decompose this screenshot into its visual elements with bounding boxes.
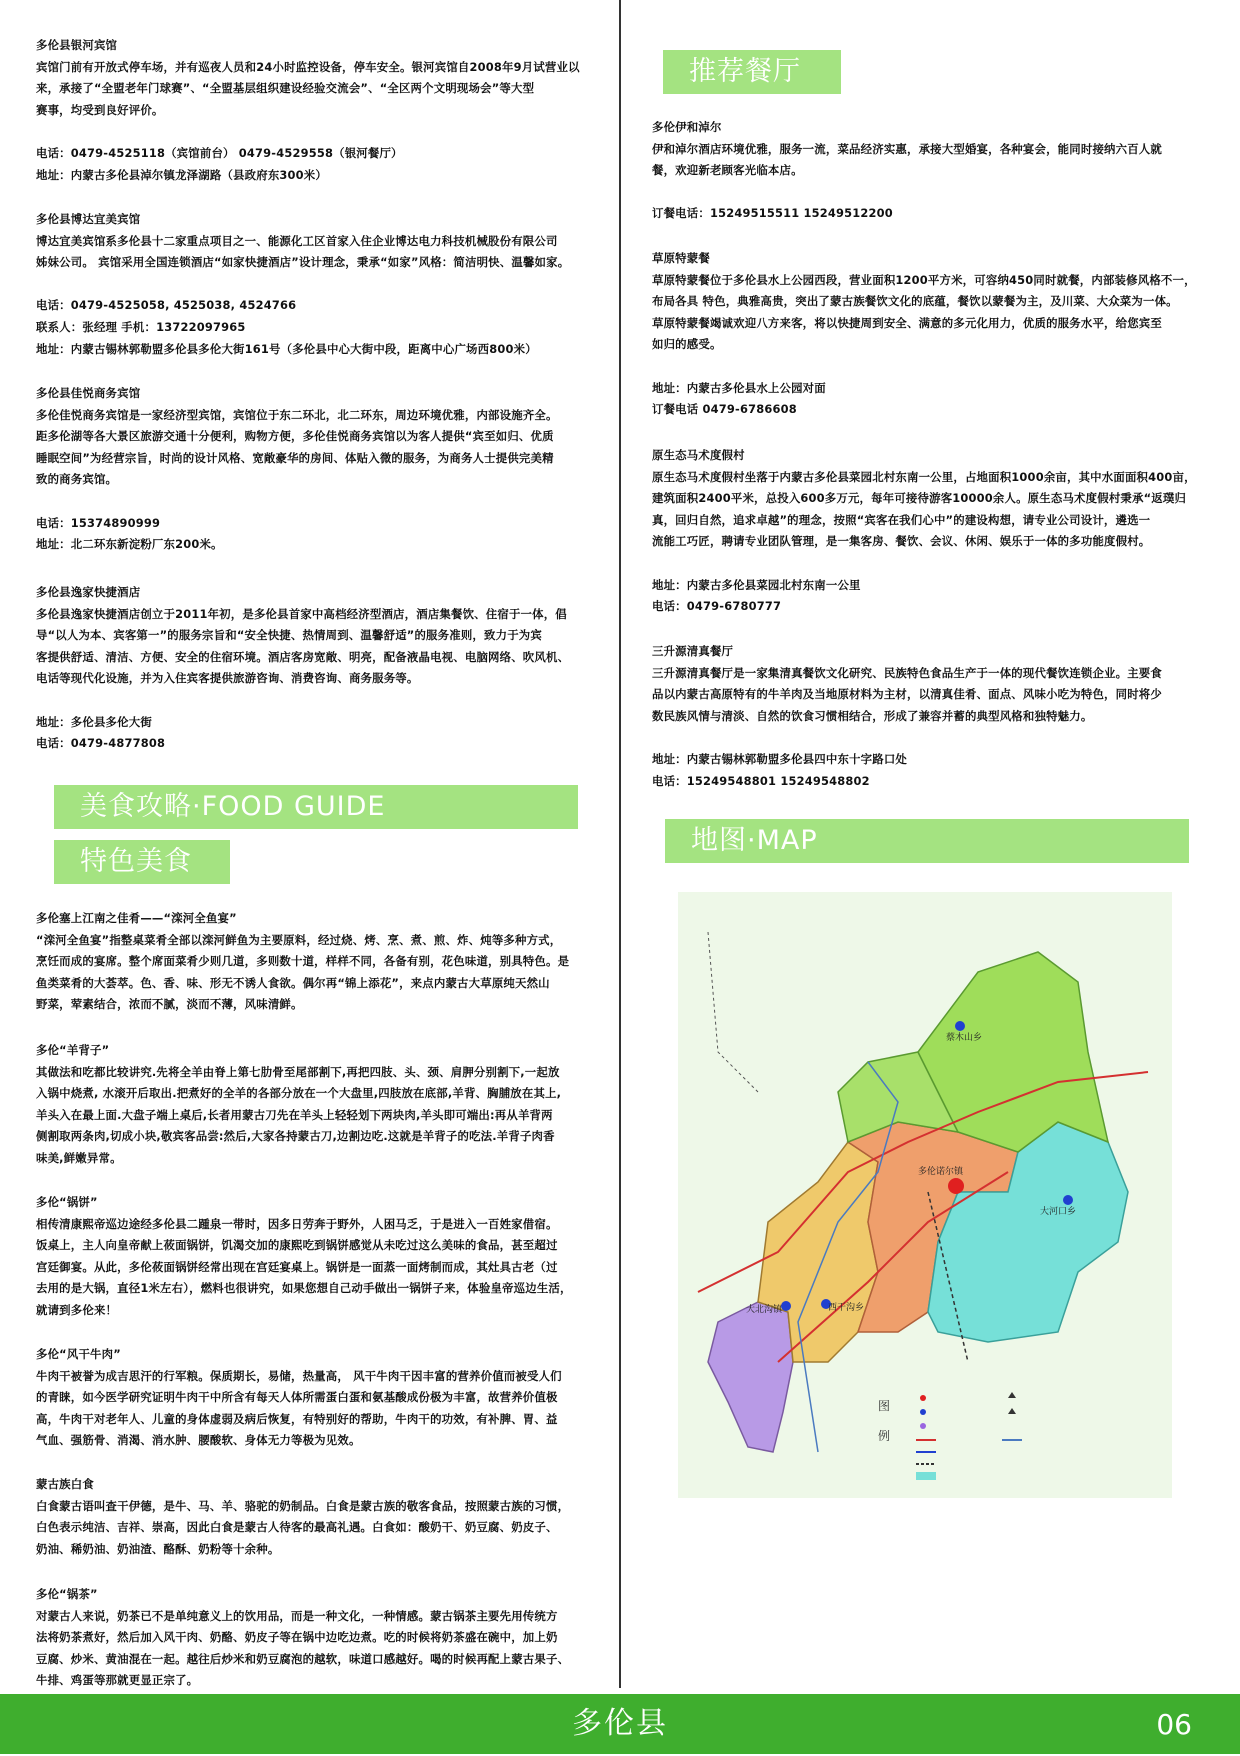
text-line: 牛肉干被誉为成吉思汗的行军粮。保质期长，易储，热量高， 风干牛肉干因丰富的营养价值而被受人们 [36,1368,562,1383]
food-entry [36,1344,610,1452]
food-title: 多伦“风干牛肉” [36,1347,121,1361]
restaurant-entry [652,117,1214,225]
text-line: 宫廷御宴。从此，多伦莜面锅饼经常出现在宫廷宴桌上。锅饼是一面蒸一面烤制而成，其灶具古老（过 [36,1259,558,1274]
address-line: 地址：内蒙古锡林郭勒盟多伦县多伦大街161号（多伦县中心大街中段，距离中心广场西800米） [36,341,537,356]
phone-line: 电话：15374890999 [36,515,161,530]
column-divider [619,0,621,1688]
phone-line: 订餐电话：15249515511 15249512200 [652,206,893,221]
map-label: 大河口乡 [1040,1207,1077,1217]
footer-county-name: 多伦县 [572,1706,668,1741]
map-label: 西干沟乡 [828,1303,865,1313]
text-line: 赛事，均受到良好评价。 [36,102,164,117]
address-line: 地址：多伦县多伦大街 [36,714,152,729]
text-line: 其做法和吃都比较讲究.先将全羊由脊上第七肋骨至尾部割下,再把四肢、头、颈、肩胛分别割下,一起放 [36,1064,560,1079]
text-line: 野菜，荤素结合，浓而不腻，淡而不薄，风味清鲜。 [36,997,303,1012]
map-label: 蔡木山乡 [946,1033,983,1043]
restaurant-entry [652,641,1214,792]
contact-line: 联系人：张经理 手机：13722097965 [36,319,246,334]
text-line: 对蒙古人来说，奶茶已不是单纯意义上的饮用品，而是一种文化，一种情感。蒙古锅茶主要先用传统方 [36,1608,558,1623]
food-entry [36,1192,610,1322]
address-line: 地址：内蒙古多伦县淖尔镇龙泽湖路（县政府东300米） [36,167,327,182]
food-entry [36,1584,610,1692]
text-line: 就请到多伦来！ [36,1302,118,1317]
text-line: 三升源清真餐厅是一家集清真餐饮文化研究、民族特色食品生产于一体的现代餐饮连锁企业。主要食 [652,665,1162,680]
hotel-title: 多伦县佳悦商务宾馆 [36,386,141,400]
text-line: 白色表示纯洁、吉祥、崇高，因此白食是蒙古人待客的最高礼遇。白食如：酸奶干、奶豆腐、奶皮子、 [36,1520,558,1535]
phone-line: 电话：0479-4525058, 4525038, 4524766 [36,298,297,313]
town-marker [1063,1195,1073,1205]
food-title: 多伦塞上江南之佳肴——“滦河全鱼宴” [36,911,237,925]
county-seat-marker [948,1178,964,1194]
text-line: 去用的是大锅，直径1米左右），燃料也很讲究，如果您想自己动手做出一锅饼子来，体验皇帝巡边生活， [36,1281,572,1296]
text-line: 建筑面积2400平米，总投入600多万元，每年可接待游客10000余人。原生态马术度假村秉承“返璞归 [652,491,1187,506]
hotel-title: 多伦县银河宾馆 [36,38,118,52]
food-title: 多伦“锅饼” [36,1195,98,1209]
town-marker [955,1021,965,1031]
restaurant-entry [652,445,1214,618]
legend-title: 例 [878,1429,891,1443]
text-line: 导“以人为本、宾客第一”的服务宗旨和“安全快捷、热情周到、温馨舒适”的服务准则，致力于为宾 [36,628,542,643]
text-line: 真，回归自然，追求卓越”的理念，按照“宾客在我们心中”的建设构想，请专业公司设计，遴选一 [652,512,1151,527]
text-line: 餐，欢迎新老顾客光临本店。 [652,163,803,178]
text-line: 电话等现代化设施，并为入住宾客提供旅游咨询、消费咨询、商务服务等。 [36,671,419,686]
restaurant-entry [652,248,1214,421]
phone-line: 电话：0479-6780777 [652,599,782,614]
text-line: 法将奶茶煮好，然后加入风干肉、奶酪、奶皮子等在锅中边吃边煮。吃的时候将奶茶盛在碗中，加上奶 [36,1630,558,1645]
hotel-entry [36,209,610,360]
food-entry [36,1474,610,1560]
text-line: 原生态马术度假村坐落于内蒙古多伦县菜园北村东南一公里，占地面积1000余亩，其中水面面积400亩， [652,469,1196,484]
text-line: 来，承接了“全盟老年门球赛”、“全盟基层组织建设经验交流会”、“全区两个文明现场会”等大型 [36,81,535,96]
text-line: 如归的感受。 [652,337,722,352]
hotel-title: 多伦县逸家快捷酒店 [36,585,141,599]
text-line: “滦河全鱼宴”指整桌菜肴全部以滦河鲜鱼为主要原料，经过烧、烤、烹、煮、煎、炸、炖等多种方式， [36,932,562,947]
text-line: 伊和淖尔酒店环境优雅，服务一流，菜品经济实惠，承接大型婚宴，各种宴会，能同时接纳六百人就 [652,141,1162,156]
text-line: 饭桌上，主人向皇帝献上莜面锅饼，饥渴交加的康熙吃到锅饼感觉从未吃过这么美味的食品，甚至超过 [36,1238,558,1253]
recommended-restaurants-banner: 推荐餐厅 [663,50,841,94]
restaurant-title: 原生态马术度假村 [652,448,745,462]
text-line: 博达宜美宾馆系多伦县十二家重点项目之一、能源化工区首家入住企业博达电力科技机械股份有限公司 [36,233,558,248]
restaurant-title: 草原特蒙餐 [652,251,710,265]
text-line: 宾馆门前有开放式停车场，并有巡夜人员和24小时监控设备，停车安全。银河宾馆自2008年9月试营业以 [36,59,580,74]
food-guide-banner: 美食攻略·FOOD GUIDE [54,785,578,829]
address-line: 地址：内蒙古多伦县水上公园对面 [652,380,826,395]
restaurant-title: 多伦伊和淖尔 [652,120,722,134]
text-line: 奶油、稀奶油、奶油渣、酪酥、奶粉等十余种。 [36,1541,280,1556]
text-line: 数民族风情与清淡、自然的饮食习惯相结合，形成了兼容并蓄的典型风格和独特魅力。 [652,708,1093,723]
hotel-entry [36,383,610,556]
text-line: 羊头入在最上面.大盘子端上桌后,长者用蒙古刀先在羊头上轻轻划下两块肉,羊头即可端出:再从羊背两 [36,1107,553,1122]
text-line: 相传清康熙帝巡边途经多伦县二踵泉一带时，因多日劳奔于野外，人困马乏，于是进入一百姓家借宿。 [36,1216,558,1231]
phone-line: 电话：0479-4525118（宾馆前台） 0479-4529558（银河餐厅） [36,145,403,160]
text-line: 豆腐、炒米、黄油混在一起。越往后炒米和奶豆腐泡的越软，味道口感越好。喝的时候再配上蒙古果子、 [36,1651,570,1666]
text-line: 品以内蒙古高原特有的牛羊肉及当地原材料为主材，以清真佳肴、面点、风味小吃为特色，同时将少 [652,687,1162,702]
text-line: 草原特蒙餐竭诚欢迎八方来客，将以快捷周到安全、满意的多元化用力，优质的服务水平，给您宾至 [652,315,1162,330]
food-title: 蒙古族白食 [36,1477,94,1491]
text-line: 多伦县逸家快捷酒店创立于2011年初，是多伦县首家中高档经济型酒店，酒店集餐饮、住宿于一体，倡 [36,606,567,621]
hotel-title: 多伦县博达宜美宾馆 [36,212,141,226]
food-title: 多伦“羊背子” [36,1043,110,1057]
map-label: 多伦诺尔镇 [918,1167,964,1177]
text-line: 味美,鲜嫩异常。 [36,1150,122,1165]
text-line: 侧割取两条肉,切成小块,敬宾客品尝:然后,大家各持蒙古刀,边割边吃.这就是羊背子的吃法.羊背子肉香 [36,1129,555,1144]
text-line: 烹饪而成的宴席。整个席面菜肴少则几道，多则数十道，样样不同，各备有别，花色味道，别具特色。是 [36,954,570,969]
address-line: 地址：内蒙古锡林郭勒盟多伦县四中东十字路口处 [652,751,907,766]
food-entry [36,1040,610,1170]
text-line: 姊妹公司。 宾馆采用全国连锁酒店“如家快捷酒店”设计理念，秉承“如家”风格：简洁明快、温馨如家。 [36,255,570,270]
food-entry [36,908,610,1016]
text-line: 睡眠空间”为经营宗旨，时尚的设计风格、宽敞豪华的房间、体贴入微的服务，为商务人士提供完美精 [36,450,554,465]
restaurant-title: 三升源清真餐厅 [652,644,734,658]
text-line: 草原特蒙餐位于多伦县水上公园西段，营业面积1200平方米，可容纳450同时就餐，内部装修风格不一， [652,272,1196,287]
town-marker [781,1301,791,1311]
text-line: 牛排、鸡蛋等那就更显正宗了。 [36,1673,199,1688]
address-line: 地址：北二环东新淀粉厂东200米。 [36,537,223,552]
hotel-entry [36,582,610,755]
phone-line: 电话：0479-4877808 [36,736,166,751]
text-line: 高，牛肉干对老年人、儿童的身体虚弱及病后恢复，有特别好的帮助，牛肉干的功效，有补脾、胃、益 [36,1411,558,1426]
hotel-entry [36,35,610,186]
specialty-food-banner: 特色美食 [54,840,230,884]
phone-line: 电话：15249548801 15249548802 [652,773,870,788]
text-line: 布局各具 特色，典雅高贵，突出了蒙古族餐饮文化的底蕴，餐饮以蒙餐为主，及川菜、大众菜为一体。 [652,294,1178,309]
text-line: 入锅中烧煮, 水滚开后取出.把煮好的全羊的各部分放在一个大盘里,四肢放在底部,羊背、胸脯放在其上, [36,1086,562,1101]
text-line: 多伦佳悦商务宾馆是一家经济型宾馆，宾馆位于东二环北，北二环东，周边环境优雅，内部设施齐全。 [36,407,558,422]
phone-line: 订餐电话 0479-6786608 [652,402,797,417]
page-footer [0,1694,1240,1754]
map-label: 大北沟镇 [746,1305,783,1315]
text-line: 白食蒙古语叫查干伊德，是牛、马、羊、骆驼的奶制品。白食是蒙古族的敬客食品，按照蒙古族的习惯， [36,1498,570,1513]
text-line: 致的商务宾馆。 [36,472,118,487]
text-line: 客提供舒适、清洁、方便、安全的住宿环境。酒店客房宽敞、明亮，配备液晶电视、电脑网络、吹风机、 [36,649,570,664]
text-line: 流能工巧匠，聘请专业团队管理，是一集客房、餐饮、会议、休闲、娱乐于一体的多功能度假村。 [652,534,1151,549]
legend-title: 图 [878,1399,891,1413]
page-number: 06 [1156,1708,1192,1741]
address-line: 地址：内蒙古多伦县菜园北村东南一公里 [652,577,861,592]
text-line: 距多伦湖等各大景区旅游交通十分便利，购物方便，多伦佳悦商务宾馆以为客人提供“宾至如归、优质 [36,429,554,444]
text-line: 气血、强筋骨、消渴、消水肿、腰酸软、身体无力等极为见效。 [36,1433,361,1448]
map-banner: 地图·MAP [665,819,1189,863]
food-title: 多伦“锅茶” [36,1587,98,1601]
county-map [678,892,1172,1498]
text-line: 鱼类菜肴的大荟萃。色、香、味、形无不诱人食欲。偶尔再“锦上添花”，来点内蒙古大草原纯天然山 [36,975,550,990]
text-line: 的青睐，如今医学研究证明牛肉干中所含有每天人体所需蛋白蛋和氨基酸成份极为丰富，故营养价值极 [36,1390,558,1405]
